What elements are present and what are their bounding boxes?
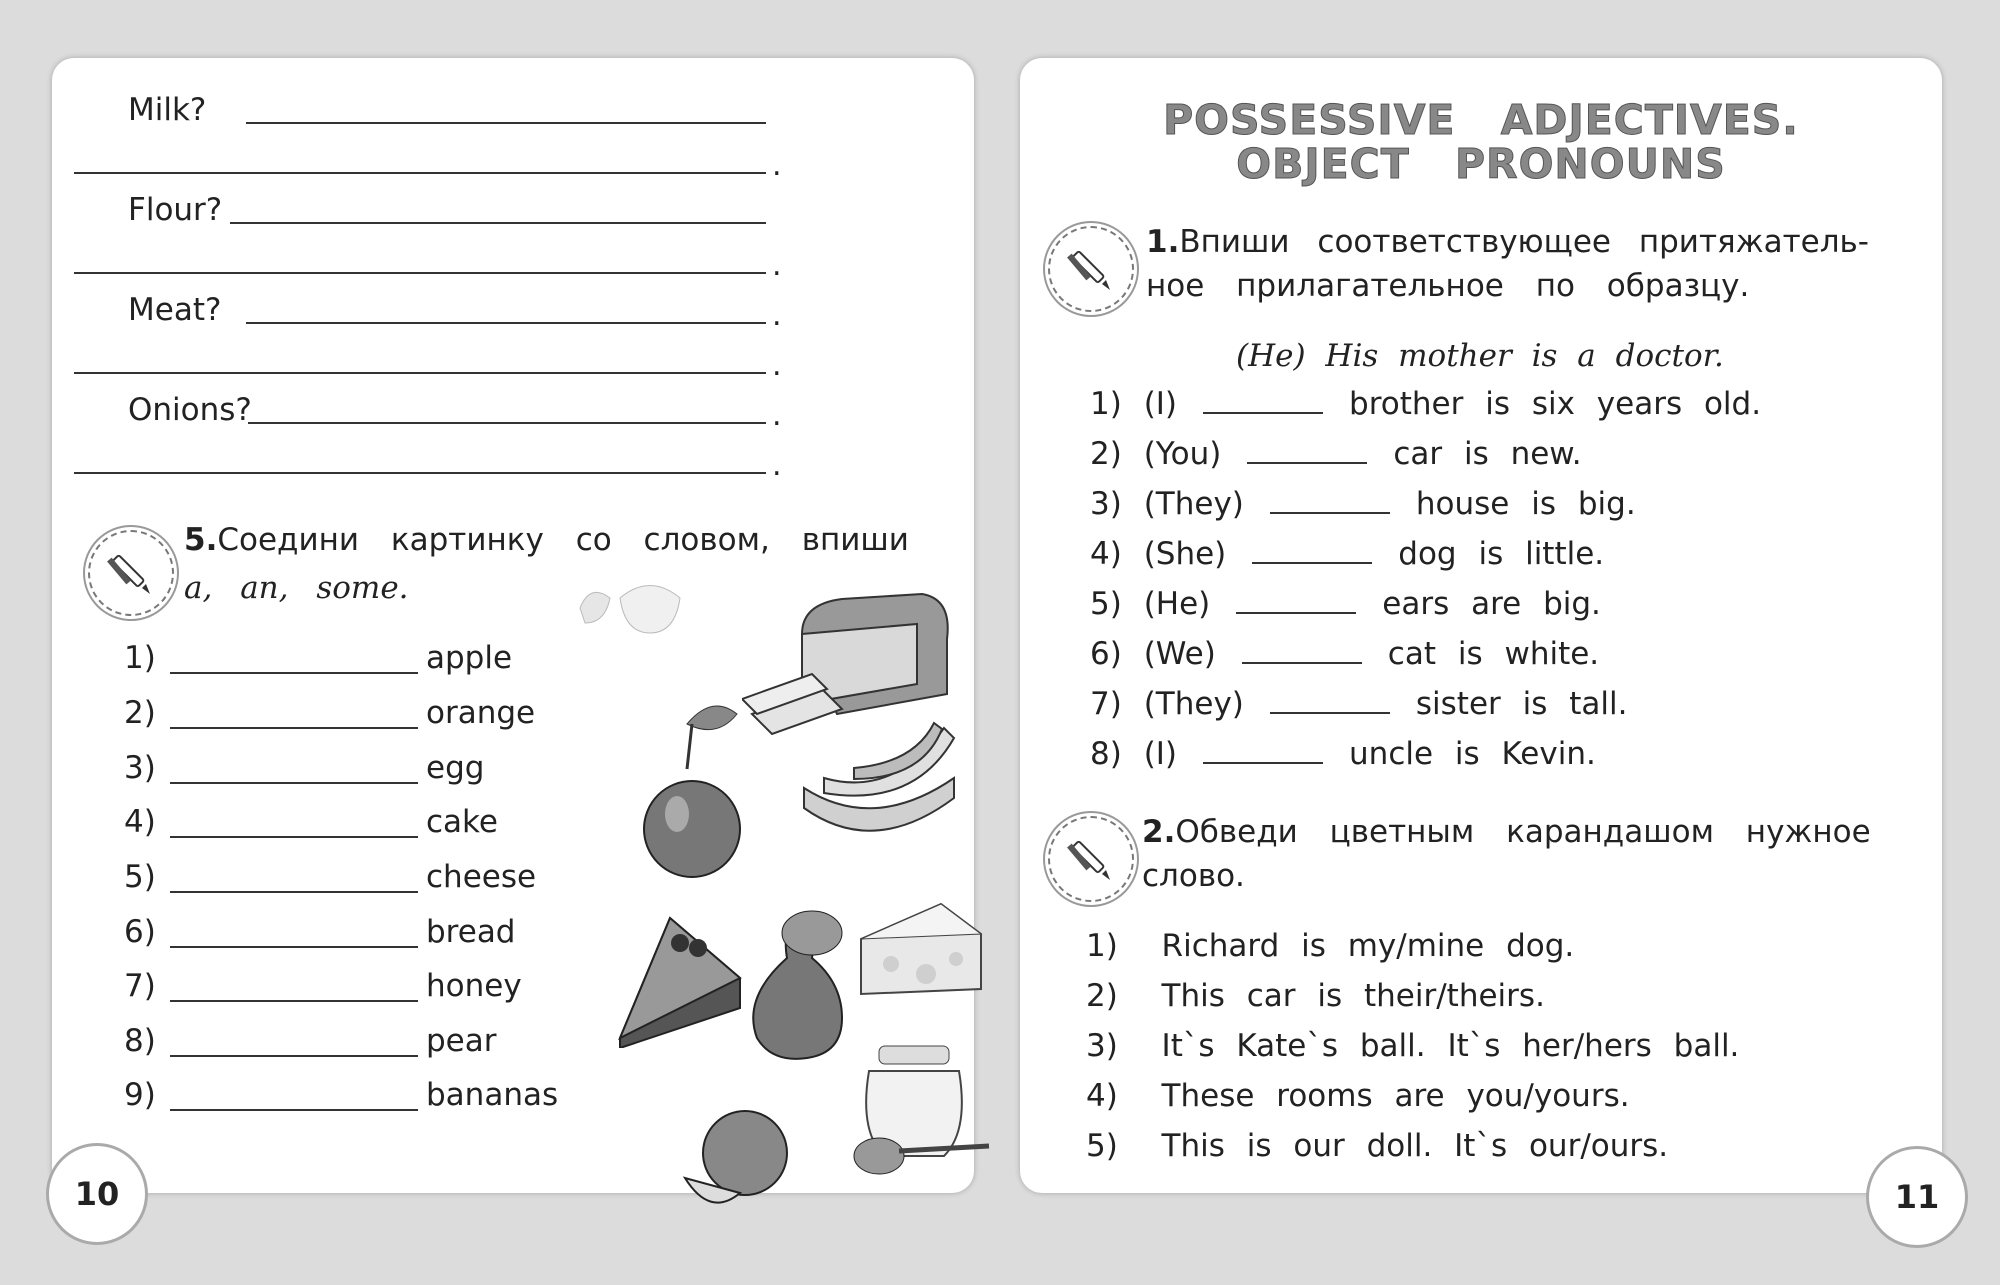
- item-number: 6): [1090, 636, 1122, 672]
- sentence-rest: ears are big.: [1382, 586, 1601, 622]
- item-number: 4): [1090, 536, 1122, 572]
- sentence-text[interactable]: These rooms are you/yours.: [1161, 1078, 1630, 1114]
- item-number: 3): [1090, 486, 1122, 522]
- task-number: 1.: [1146, 224, 1180, 260]
- pronoun-hint: (I): [1143, 736, 1178, 772]
- answer-line[interactable]: [170, 782, 418, 784]
- item-number: 5): [1086, 1128, 1118, 1164]
- answer-line[interactable]: [74, 272, 766, 274]
- word-label: orange: [426, 695, 536, 731]
- task-number: 2.: [1142, 814, 1176, 850]
- pencil-icon: [1048, 226, 1134, 312]
- pronoun-hint: (They): [1143, 686, 1244, 722]
- list-item: [1090, 536, 1604, 572]
- sentence-rest: car is new.: [1393, 436, 1582, 472]
- question-onions: Onions?: [128, 392, 252, 428]
- sentence-rest: house is big.: [1415, 486, 1636, 522]
- pronoun-hint: (He): [1143, 586, 1211, 622]
- sentence-text[interactable]: This is our doll. It`s our/ours.: [1161, 1128, 1669, 1164]
- list-item-number: 4): [124, 804, 156, 840]
- list-item-number: 3): [124, 750, 156, 786]
- apple-icon: [637, 694, 757, 884]
- sentence-text[interactable]: It`s Kate`s ball. It`s her/hers ball.: [1161, 1028, 1740, 1064]
- instruction-text: Обведи цветным карандашом нужное: [1175, 814, 1871, 850]
- answer-line[interactable]: [170, 1055, 418, 1057]
- answer-line[interactable]: [170, 1109, 418, 1111]
- word-label: apple: [426, 640, 513, 676]
- answer-blank[interactable]: [1252, 540, 1372, 564]
- list-item: [1090, 586, 1601, 622]
- list-item: [1090, 436, 1582, 472]
- pronoun-hint: (You): [1143, 436, 1222, 472]
- word-label: cake: [426, 804, 498, 840]
- pronoun-hint: (We): [1143, 636, 1216, 672]
- list-item: [1086, 928, 1574, 964]
- list-item-number: 8): [124, 1023, 156, 1059]
- pencil-icon: [1048, 816, 1134, 902]
- instruction-text: Соедини картинку со словом, впиши: [217, 522, 909, 558]
- item-number: 2): [1090, 436, 1122, 472]
- page-number: 11: [1866, 1146, 1968, 1248]
- page-title-line2: OBJECT PRONOUNS: [1236, 140, 1726, 188]
- item-number: 1): [1086, 928, 1118, 964]
- period: .: [772, 298, 782, 333]
- question-meat: Meat?: [128, 292, 222, 328]
- sentence-rest: brother is six years old.: [1349, 386, 1762, 422]
- list-item-number: 2): [124, 695, 156, 731]
- question-flour: Flour?: [128, 192, 223, 228]
- item-number: 5): [1090, 586, 1122, 622]
- list-item: [1090, 686, 1627, 722]
- list-item: [1090, 736, 1596, 772]
- answer-line[interactable]: [170, 672, 418, 674]
- page-number: 10: [46, 1143, 148, 1245]
- list-item-number: 1): [124, 640, 156, 676]
- task2-instruction-line1: [1142, 814, 1871, 850]
- pronoun-hint: (I): [1143, 386, 1178, 422]
- answer-blank[interactable]: [1242, 640, 1362, 664]
- item-number: 8): [1090, 736, 1122, 772]
- task1-instruction-line2: ное прилагательное по образцу.: [1146, 268, 1750, 304]
- list-item: [1086, 1128, 1668, 1164]
- right-page: [1020, 58, 1942, 1216]
- item-number: 2): [1086, 978, 1118, 1014]
- sentence-rest: cat is white.: [1387, 636, 1600, 672]
- pencil-icon: [88, 530, 174, 616]
- answer-line[interactable]: [170, 1000, 418, 1002]
- answer-line[interactable]: [170, 727, 418, 729]
- answer-line[interactable]: [74, 172, 766, 174]
- example-sentence: (He) His mother is a doctor.: [1236, 338, 1724, 374]
- honey-icon: [844, 1036, 994, 1186]
- answer-blank[interactable]: [1203, 390, 1323, 414]
- answer-blank[interactable]: [1270, 690, 1390, 714]
- word-label: egg: [426, 750, 485, 786]
- instruction-text: Впиши соответствующее притяжатель-: [1179, 224, 1869, 260]
- item-number: 4): [1086, 1078, 1118, 1114]
- sentence-text[interactable]: This car is their/theirs.: [1161, 978, 1545, 1014]
- period: .: [772, 398, 782, 433]
- answer-blank[interactable]: [1247, 440, 1367, 464]
- period: .: [772, 448, 782, 483]
- page-title-line1: POSSESSIVE ADJECTIVES.: [1163, 96, 1799, 144]
- word-label: honey: [426, 968, 522, 1004]
- sentence-rest: sister is tall.: [1415, 686, 1628, 722]
- cake-icon: [610, 908, 750, 1048]
- answer-line[interactable]: [248, 422, 766, 424]
- task1-instruction-line1: [1146, 224, 1869, 260]
- sentence-text[interactable]: Richard is my/mine dog.: [1161, 928, 1575, 964]
- task2-instruction-line2: слово.: [1142, 858, 1245, 894]
- task-number: 5.: [184, 522, 218, 558]
- answer-line[interactable]: [246, 322, 766, 324]
- answer-line[interactable]: [74, 472, 766, 474]
- word-label: bananas: [426, 1077, 559, 1113]
- answer-blank[interactable]: [1236, 590, 1356, 614]
- item-number: 3): [1086, 1028, 1118, 1064]
- orange-icon: [680, 1108, 800, 1218]
- answer-line[interactable]: [74, 372, 766, 374]
- list-item-number: 7): [124, 968, 156, 1004]
- task5-instruction: [184, 522, 944, 558]
- sentence-rest: uncle is Kevin.: [1349, 736, 1596, 772]
- list-item-number: 5): [124, 859, 156, 895]
- word-label: pear: [426, 1023, 497, 1059]
- list-item: [1086, 1078, 1630, 1114]
- item-number: 1): [1090, 386, 1122, 422]
- list-item: [1090, 636, 1599, 672]
- list-item-number: 6): [124, 914, 156, 950]
- word-label: cheese: [426, 859, 537, 895]
- answer-line[interactable]: [170, 836, 418, 838]
- answer-line[interactable]: [246, 122, 766, 124]
- answer-line[interactable]: [230, 222, 766, 224]
- bananas-icon: [794, 718, 964, 848]
- answer-line[interactable]: [170, 946, 418, 948]
- item-number: 7): [1090, 686, 1122, 722]
- answer-blank[interactable]: [1203, 740, 1323, 764]
- answer-line[interactable]: [170, 891, 418, 893]
- question-milk: Milk?: [128, 92, 207, 128]
- list-item: [1086, 978, 1545, 1014]
- pronoun-hint: (They): [1143, 486, 1244, 522]
- word-label: bread: [426, 914, 516, 950]
- period: .: [772, 348, 782, 383]
- pear-icon: [742, 898, 852, 1068]
- list-item: [1090, 486, 1636, 522]
- cheese-icon: [856, 894, 986, 1004]
- answer-blank[interactable]: [1270, 490, 1390, 514]
- articles-hint: a, an, some.: [184, 570, 409, 606]
- left-page: [52, 58, 974, 1213]
- egg-icon: [560, 568, 690, 658]
- period: .: [772, 248, 782, 283]
- list-item: [1086, 1028, 1739, 1064]
- sentence-rest: dog is little.: [1398, 536, 1605, 572]
- period: .: [772, 148, 782, 183]
- pronoun-hint: (She): [1143, 536, 1227, 572]
- list-item: [1090, 386, 1761, 422]
- list-item-number: 9): [124, 1077, 156, 1113]
